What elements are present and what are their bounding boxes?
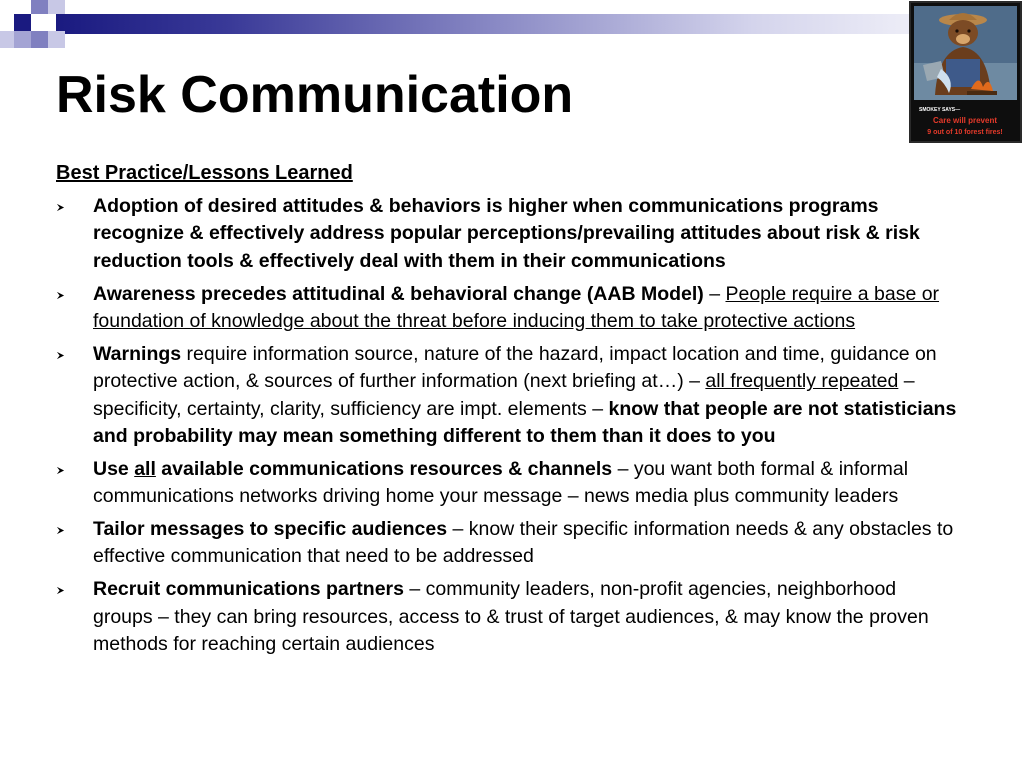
chevron-arrow-bullet-icon <box>56 466 65 475</box>
bullet-item-tailor-messages <box>56 516 961 571</box>
banner-square-mid <box>31 0 48 14</box>
banner-square-dark <box>14 14 31 31</box>
bullet-item-recruit-partners <box>56 576 961 658</box>
banner-square-mid <box>31 31 48 48</box>
chevron-arrow-bullet-icon <box>56 203 65 212</box>
chevron-arrow-bullet-icon <box>56 526 65 535</box>
header-banner <box>0 0 1024 48</box>
bullet-item-use-all-channels <box>56 456 961 511</box>
banner-square-light <box>48 0 65 14</box>
bullet-item-awareness <box>56 281 961 336</box>
chevron-arrow-bullet-icon <box>56 351 65 360</box>
bullet-text: require information source, nature of the hazard, impact location and time, guidance on protective action, & sources of further information (next briefing at…) – <box>93 342 937 393</box>
bullet-bold-text: know that people are not statisticians and probability may mean something different to them than it does to you <box>93 397 957 448</box>
smokey-bear-poster-image <box>909 1 1022 143</box>
bullet-bold-underlined-text: all <box>134 457 156 480</box>
section-heading: Best Practice/Lessons Learned <box>56 162 353 184</box>
banner-square-light <box>48 31 65 48</box>
bullet-list <box>56 193 961 664</box>
chevron-arrow-bullet-icon <box>56 586 65 595</box>
banner-gradient-strip <box>56 14 1024 34</box>
bullet-bold-text: available communications resources & channels <box>155 457 613 480</box>
bullet-separator: – <box>703 282 726 305</box>
bullet-text: – know their specific information needs & any obstacles to effective communication that need to be addressed <box>93 518 954 568</box>
bullet-bold-text: Recruit communications partners <box>93 578 404 601</box>
poster-caption-line2: 9 out of 10 forest fires! <box>927 129 1003 136</box>
bullet-item-adoption <box>56 193 961 275</box>
poster-caption-top: SMOKEY SAYS— <box>919 107 961 113</box>
chevron-arrow-bullet-icon <box>56 291 65 300</box>
poster-caption-line1: Care will prevent <box>932 116 998 125</box>
bullet-bold-text: Tailor messages to specific audiences <box>93 518 448 541</box>
bullet-text: – specificity, certainty, clarity, sufficiency are impt. elements – <box>93 370 915 420</box>
bullet-text: – you want both formal & informal communications networks driving home your message – news media plus community leaders <box>93 457 909 508</box>
bullet-underlined-text: People require a base or foundation of knowledge about the threat before inducing them to take protective actions <box>93 282 940 333</box>
bullet-bold-text: Adoption of desired attitudes & behaviors is higher when communications programs recognize & effectively address popular perceptions/prevailing attitudes about risk & risk reduction tools & effectively deal with them in their communications <box>93 195 920 272</box>
bullet-bold-text: Awareness precedes attitudinal & behavioral change (AAB Model) <box>93 282 704 305</box>
poster-illustration <box>911 3 1020 141</box>
bullet-bold-text: Warnings <box>93 342 182 365</box>
bullet-text: – community leaders, non-profit agencies, neighborhood groups – they can bring resources, access to & trust of target audiences, & may know the proven methods for reaching certain audiences <box>93 578 929 656</box>
bullet-bold-text: Use <box>93 457 135 480</box>
bullet-item-warnings <box>56 341 961 451</box>
banner-square-mid <box>14 31 31 48</box>
slide-title: Risk Communication <box>56 66 574 124</box>
bullet-underlined-text: all frequently repeated <box>705 370 899 393</box>
banner-square-light <box>0 31 14 48</box>
